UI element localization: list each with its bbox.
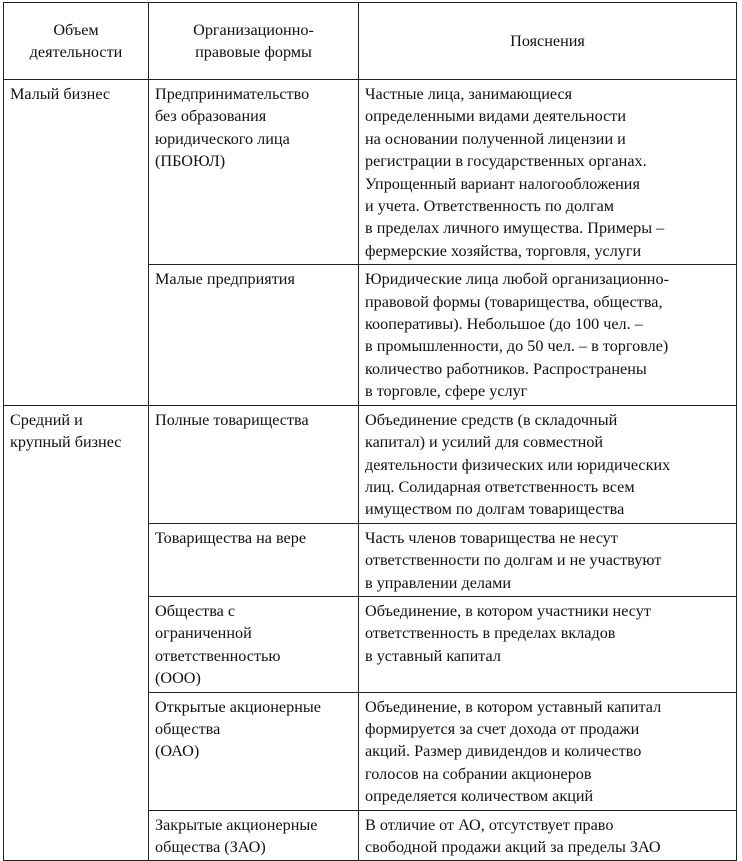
note-cell: Объединение средств (в складочный капитал) и усилий для совместной деятельности физических или юридических лиц. Солидарная ответственность всем имуществом по долгам товарищества xyxy=(359,405,737,523)
group-small-business: Малый бизнес xyxy=(4,80,149,406)
note-cell: Частные лица, занимающиеся определенными видами деятельности на основании полученной лицензии и регистрации в государственных органах. Упрощенный вариант налогообложения и учета. Ответственность по долгам в пределах личного имущества. Примеры – фермерские хозяйства, торговля, услуги xyxy=(359,80,737,265)
table-row xyxy=(4,405,737,523)
note-cell: В отличие от АО, отсутствует право свободной продажи акций за пределы ЗАО xyxy=(359,810,737,861)
form-cell: Общества с ограниченной ответственностью (ООО) xyxy=(149,596,359,692)
header-legal-forms: Организационно- правовые формы xyxy=(149,3,359,80)
form-cell: Малые предприятия xyxy=(149,265,359,405)
header-row xyxy=(4,3,737,80)
note-cell: Юридические лица любой организационно- правовой формы (товарищества, общества, кооперативы). Небольшое (до 100 чел. – в промышленности, до 50 чел. – в торговле) количество работников. Распространены в торговле, сфере услуг xyxy=(359,265,737,405)
form-cell: Закрытые акционерные общества (ЗАО) xyxy=(149,810,359,861)
form-cell: Открытые акционерные общества (ОАО) xyxy=(149,692,359,810)
table-row xyxy=(4,80,737,265)
header-explanations: Пояснения xyxy=(359,3,737,80)
note-cell: Объединение, в котором участники несут ответственность в пределах вкладов в уставный капитал xyxy=(359,596,737,692)
form-cell: Товарищества на вере xyxy=(149,523,359,596)
form-cell: Полные товарищества xyxy=(149,405,359,523)
note-cell: Объединение, в котором уставный капитал формируется за счет дохода от продажи акций. Размер дивидендов и количество голосов на собрании акционеров определяется количеством акций xyxy=(359,692,737,810)
header-volume: Объем деятельности xyxy=(4,3,149,80)
group-medium-large-business: Средний и крупный бизнес xyxy=(4,405,149,861)
business-forms-table xyxy=(3,2,737,861)
form-cell: Предпринимательство без образования юридического лица (ПБОЮЛ) xyxy=(149,80,359,265)
note-cell: Часть членов товарищества не несут ответственности по долгам и не участвуют в управлении делами xyxy=(359,523,737,596)
